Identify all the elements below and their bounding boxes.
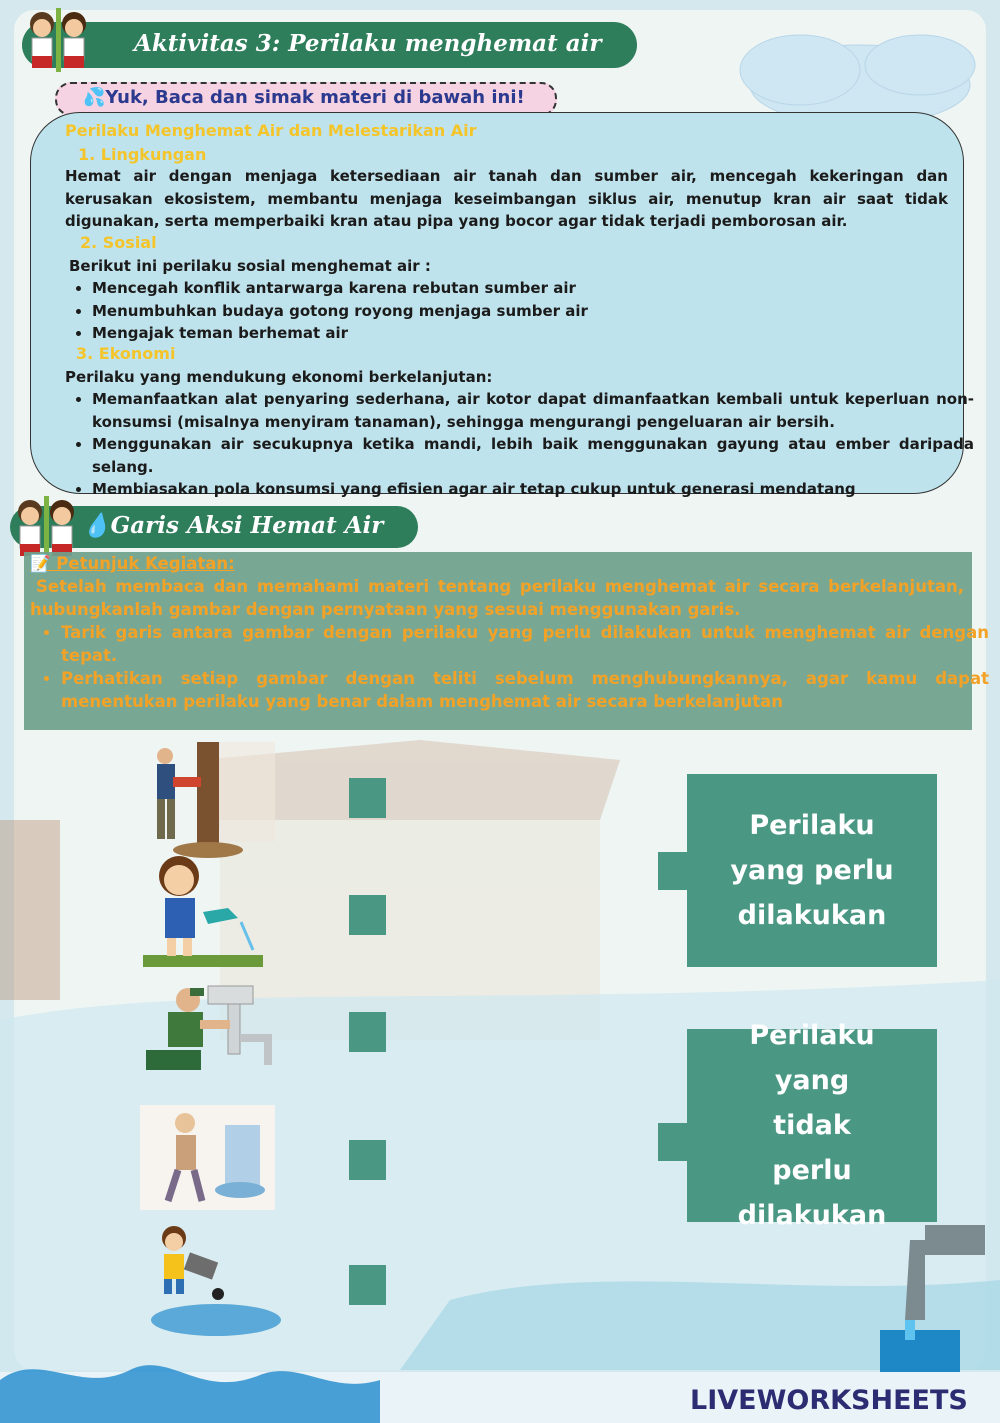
instructions-text: Setelah membaca dan memahami materi tentang perilaku menghemat air secara berkelanjutan, hubungkanlah gambar dengan pernyataan yang sesuai menggunakan garis. xyxy=(30,577,964,619)
list-item: • Mengajak teman berhemat air xyxy=(92,322,952,345)
answer-label-perlu: Perilaku yang perlu dilakukan xyxy=(730,810,894,931)
list-ekonomi xyxy=(66,388,974,501)
answer-box-tidak-perlu[interactable] xyxy=(687,1020,937,1231)
material-title: Perilaku Menghemat Air dan Melestarikan Air xyxy=(65,121,477,140)
section-heading-lingkungan: 1. Lingkungan xyxy=(78,145,207,164)
instructions-label: 📝 Petunjuk Kegiatan: xyxy=(30,554,235,573)
activity-title-banner xyxy=(22,22,637,68)
activity-title-2: 💧Garis Aksi Hemat Air xyxy=(82,512,384,539)
liveworksheets-logo xyxy=(690,1385,968,1416)
read-instruction-pill xyxy=(55,82,557,116)
answer-tab-2[interactable] xyxy=(658,1123,690,1161)
section-heading-sosial: 2. Sosial xyxy=(80,233,157,252)
answer-tab-1[interactable] xyxy=(658,852,690,890)
activity-title: Aktivitas 3: Perilaku menghemat air xyxy=(134,30,602,57)
list-item: • Menumbuhkan budaya gotong royong menjaga sumber air xyxy=(92,300,952,323)
instruction-bullets xyxy=(36,621,989,713)
list-sosial xyxy=(66,277,952,345)
answer-box-perlu[interactable] xyxy=(687,774,937,967)
kids-icon xyxy=(18,6,98,76)
section-intro-ekonomi: Perilaku yang mendukung ekonomi berkelanjutan: xyxy=(65,368,493,386)
girl-watering-plants-picture xyxy=(143,850,283,970)
connect-point-5[interactable] xyxy=(349,1265,386,1305)
list-item: • Memanfaatkan alat penyaring sederhana, air kotor dapat dimanfaatkan kembali untuk keperluan non-konsumsi (misalnya menyiram tanaman), sehingga mengurangi pengeluaran air bersih. xyxy=(92,388,974,433)
plumber-fixing-pipe-picture xyxy=(138,970,278,1090)
section-text-lingkungan: Hemat air dengan menjaga ketersediaan air tanah dan sumber air, mencegah kekeringan dan kerusakan ekosistem, membantu menjaga keseimbangan siklus air, menutup kran air saat tidak digunakan, serta memperbaiki kran atau pipa yang bocor agar tidak terjadi pemborosan air. xyxy=(65,167,948,230)
list-item: • Mencegah konflik antarwarga karena rebutan sumber air xyxy=(92,277,952,300)
connect-point-4[interactable] xyxy=(349,1140,386,1180)
boy-dumping-trash-picture xyxy=(146,1222,286,1342)
list-item: • Tarik garis antara gambar dengan perilaku yang perlu dilakukan untuk menghemat air dengan tepat. xyxy=(61,621,989,667)
connect-point-1[interactable] xyxy=(349,778,386,818)
section-intro-sosial: Berikut ini perilaku sosial menghemat air : xyxy=(69,257,431,275)
boy-sick-dirty-water-picture xyxy=(140,1105,280,1225)
brand-text: LIVEWORKSHEETS xyxy=(690,1385,968,1416)
list-item: • Menggunakan air secukupnya ketika mandi, lebih baik menggunakan gayung atau ember daripada selang. xyxy=(92,433,974,478)
list-item: • Perhatikan setiap gambar dengan teliti sebelum menghubungkannya, agar kamu dapat menentukan perilaku yang benar dalam menghemat air secara berkelanjutan xyxy=(61,667,989,713)
section-heading-ekonomi: 3. Ekonomi xyxy=(76,344,176,363)
man-cutting-tree-picture xyxy=(145,742,285,862)
list-item: • Membiasakan pola konsumsi yang efisien agar air tetap cukup untuk generasi mendatang xyxy=(92,478,974,501)
connect-point-3[interactable] xyxy=(349,1012,386,1052)
read-instruction-text: 💦Yuk, Baca dan simak materi di bawah ini! xyxy=(83,87,525,108)
answer-label-tidak-perlu: Perilaku yang tidak perlu dilakukan xyxy=(737,1020,887,1231)
connect-point-2[interactable] xyxy=(349,895,386,935)
